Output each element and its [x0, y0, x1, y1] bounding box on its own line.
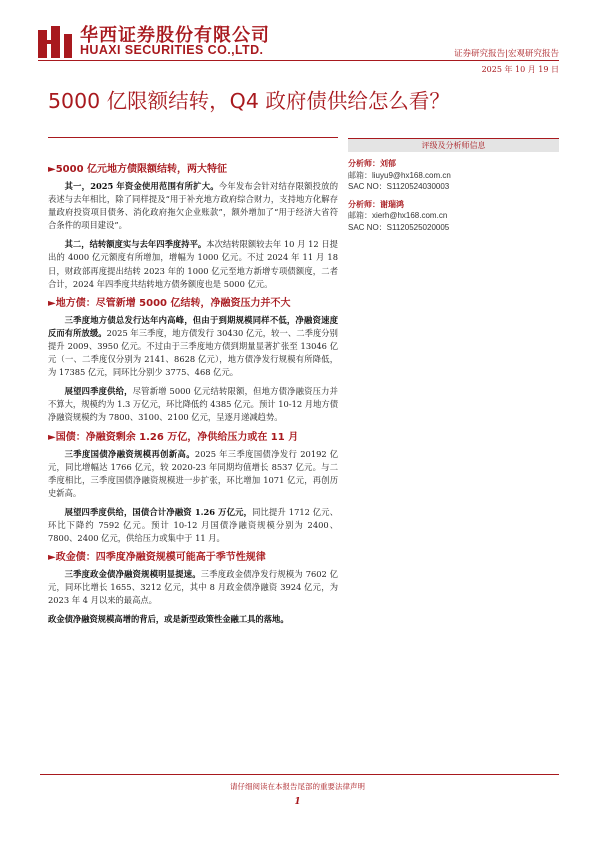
section-heading: ►国债：净融资剩余 1.26 万亿，净供给压力或在 11 月: [48, 431, 299, 443]
title-divider: [48, 137, 338, 138]
legal-disclaimer-link[interactable]: 请仔细阅读在本报告尾部的重要法律声明: [230, 782, 365, 791]
header-divider: [38, 60, 559, 61]
section-local-government-bonds: [48, 297, 338, 425]
page-title: 5000 亿限额结转，Q4 政府债供给怎么看？: [48, 89, 450, 113]
analyst-card: [348, 199, 559, 234]
paragraph: 展望四季度供给，国债合计净融资 1.26 万亿元，同比提升 1712 亿元、环比下降约 7592 亿元。预计 10-12 月国债净融资规模分别为 2400、7800、2400 亿元，供给压力或集中于 11 月。: [48, 506, 338, 544]
paragraph: 政金债净融资规模高增的背后，或是新型政策性金融工具的落地。: [48, 614, 289, 625]
section-treasury-bonds: [48, 431, 338, 546]
section-heading: ►5000 亿元地方债限额结转，两大特征: [48, 164, 228, 175]
paragraph: 三季度地方债总发行达年内高峰，但由于到期规模同样不低，净融资速度反而有所放缓。2025 年三季度，地方债发行 30430 亿元，较一、二季度分别提升 2009、3950 亿元。不过由于三季度地方债到期量显著扩张至 13046 亿元（一、二季度仅分别为 2141、8628 亿元），地方债净发行规模有所降低，为 17385 亿元，同环比分别少 3775、468 亿元。: [48, 314, 338, 378]
page-number: 1: [294, 797, 301, 807]
paragraph: 其二，结转额度实与去年四季度持平。本次结转限额较去年 10 月 12 日提出的 4000 亿元额度有所增加，增幅为 1000 亿元。不过 2024 年 11 月 18 日，财政部再度提出结转 2023 年的 1000 亿元至地方新增专项债额度，二者合计，2024 年四季度共结转地方债务额度也是 5000 亿元。: [48, 239, 338, 289]
analyst-name: 分析师：刘郁: [348, 158, 396, 168]
footer-divider: [40, 774, 559, 775]
section-heading: ►地方债：尽管新增 5000 亿结转，净融资压力并不大: [48, 297, 291, 309]
analyst-sidebar: [348, 138, 559, 233]
analyst-sac: SAC NO：S1120524030003: [348, 182, 450, 191]
paragraph: 其一，2025 年资金使用范围有所扩大。今年发布会针对结存限额投放的表述与去年相比，除了同样提及“用于补充地方政府综合财力，支持地方化解存量政府投资项目债务、消化政府拖欠企业账款”，额外增加了“用于经济大省符合条件的项目建设”。: [48, 181, 338, 231]
section-local-debt-rollover: [48, 163, 338, 291]
company-name-cn: 华西证券股份有限公司: [80, 25, 270, 46]
paragraph: 展望四季度供给，尽管新增 5000 亿元结转限额，但地方债净融资压力并不算大，规模约为 1.3 万亿元，环比降低约 4385 亿元。预计 10-12 月地方债净融资规模约为 7800、3100、2100 亿元，呈逐月递减趋势。: [48, 386, 338, 423]
report-date: 2025 年 10 月 19 日: [481, 65, 559, 74]
main-content: [48, 163, 338, 633]
paragraph: 三季度国债净融资规模再创新高。2025 年三季度国债净发行 20192 亿元，同比增幅达 1766 亿元，较 2020-23 年同期均值增长 8537 亿元。与二季度相比，三季度国债净融资规模进一步扩张，环比增加 1071 亿元，再创历史新高。: [48, 448, 338, 498]
huaxi-logo-icon: [38, 26, 72, 58]
analyst-sac: SAC NO：S1120525020005: [348, 222, 450, 232]
analyst-email[interactable]: 邮箱：liuyu9@hx168.com.cn: [348, 170, 451, 180]
analyst-name: 分析师：谢瑞鸿: [348, 198, 404, 209]
analyst-email[interactable]: 邮箱：xierh@hx168.com.cn: [348, 211, 448, 220]
company-name-en: HUAXI SECURITIES CO.,LTD.: [80, 43, 264, 57]
section-heading: ►政金债：四季度净融资规模可能高于季节性规律: [48, 552, 266, 564]
paragraph: 三季度政金债净融资规模明显提速。三季度政金债净发行规模为 7602 亿元，同环比增长 1655、3212 亿元，其中 8 月政金债净融资 3924 亿元，为 2023 年 4 月以来的最高点。: [48, 569, 338, 606]
sidebar-title: 评级及分析师信息: [348, 138, 559, 152]
section-policy-bank-bonds: [48, 551, 338, 626]
report-type: 证券研究报告|宏观研究报告: [454, 49, 559, 59]
analyst-card: [348, 158, 559, 193]
